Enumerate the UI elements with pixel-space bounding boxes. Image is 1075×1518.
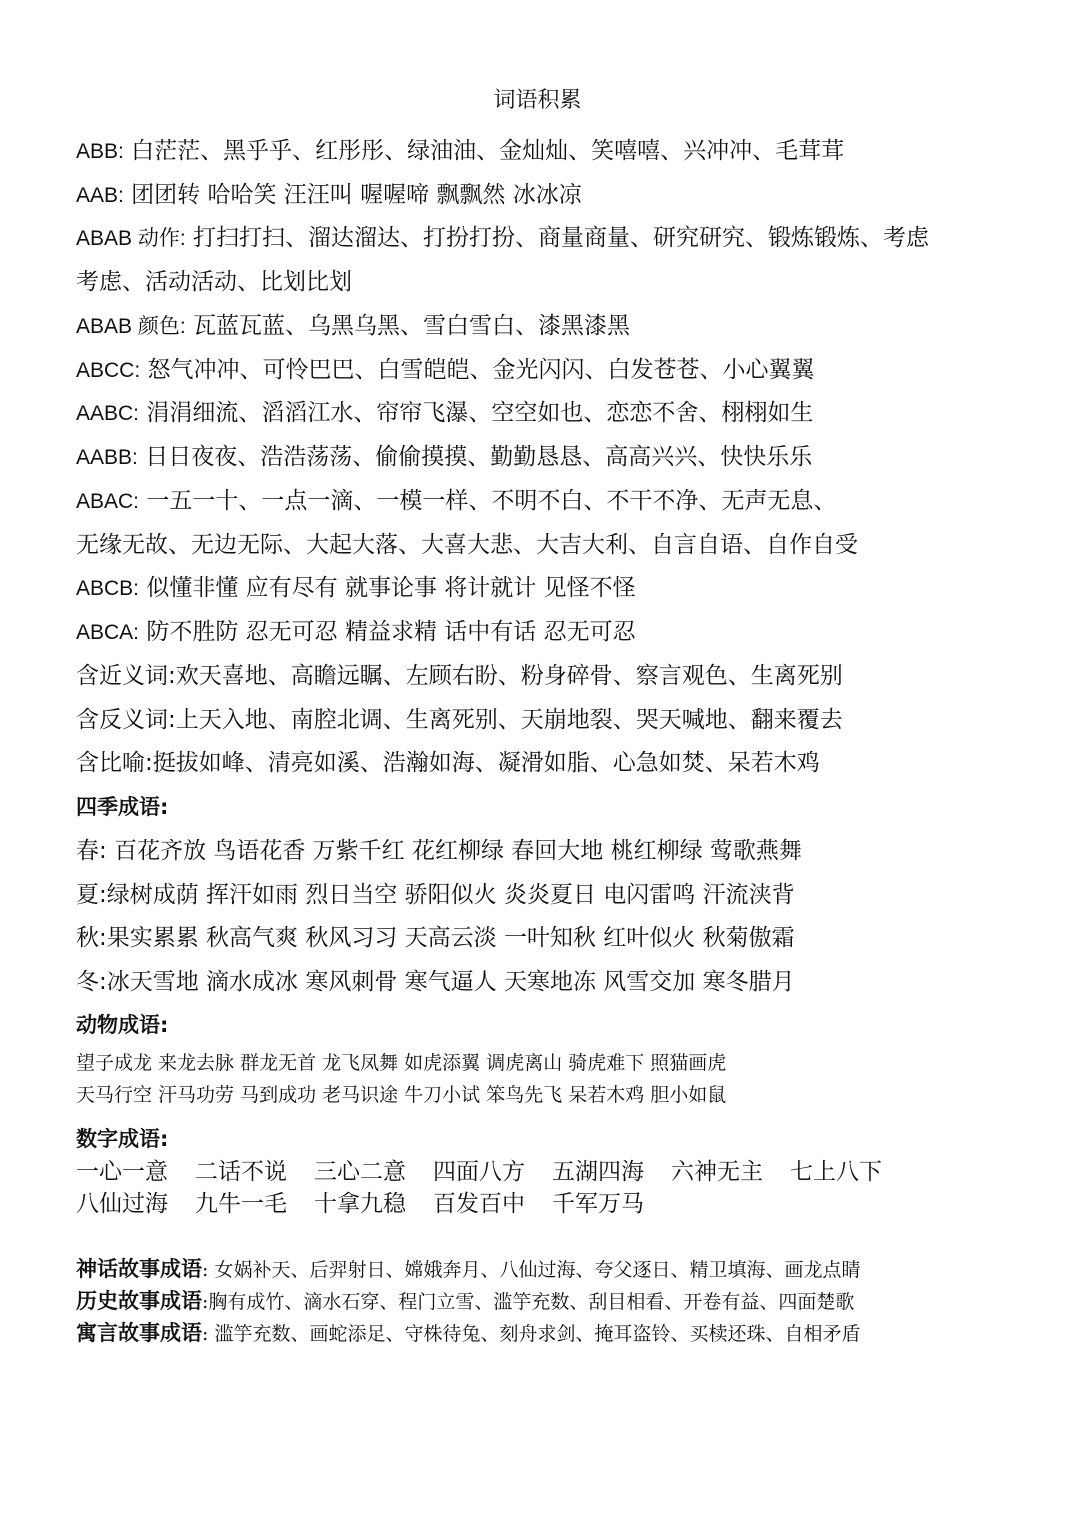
pattern-text: 瓦蓝瓦蓝、乌黑乌黑、雪白雪白、漆黑漆黑: [193, 313, 631, 339]
pattern-text: 无缘无故、无边无际、大起大落、大喜大悲、大吉大利、自言自语、自作自受: [76, 532, 858, 558]
story-label: 历史故事成语: [76, 1288, 202, 1313]
pattern-line-abab-action: [76, 223, 929, 254]
story-label: 寓言故事成语: [76, 1320, 202, 1345]
number-idiom: 九牛一毛: [195, 1191, 287, 1217]
story-sep: :: [202, 1291, 209, 1313]
story-text: 女娲补天、后羿射日、嫦娥奔月、八仙过海、夸父逐日、精卫填海、画龙点睛: [208, 1259, 861, 1281]
numbers-line: [76, 1189, 644, 1219]
season-label: 秋:: [76, 925, 107, 951]
number-idiom: 四面八方: [433, 1159, 525, 1185]
pattern-text: 团团转 哈哈笑 汪汪叫 喔喔啼 飘飘然 冰冰凉: [131, 182, 582, 208]
pattern-label: ABAB 动作:: [76, 227, 186, 250]
pattern-label: 含比喻:: [76, 750, 153, 776]
pattern-text: 欢天喜地、高瞻远瞩、左顾右盼、粉身碎骨、察言观色、生离死别: [175, 663, 843, 689]
season-row-spring: [76, 836, 802, 866]
season-label: 冬:: [76, 969, 107, 995]
pattern-text: 上天入地、南腔北调、生离死别、天崩地裂、哭天喊地、翻来覆去: [175, 707, 843, 733]
season-row-summer: [76, 880, 795, 910]
pattern-text: 似懂非懂 应有尽有 就事论事 将计就计 见怪不怪: [146, 575, 636, 601]
pattern-label: ABCC:: [76, 359, 141, 382]
animals-line: 天马行空 汗马功劳 马到成功 老马识途 牛刀小试 笨鸟先飞 呆若木鸡 胆小如鼠: [76, 1084, 727, 1106]
number-idiom: 百发百中: [433, 1191, 525, 1217]
pattern-line-abca: [76, 617, 636, 648]
pattern-line-aab: [76, 180, 582, 211]
story-label: 神话故事成语: [76, 1256, 202, 1281]
pattern-label: AAB:: [76, 184, 124, 207]
pattern-text: 挺拔如峰、清亮如溪、浩瀚如海、凝滑如脂、心急如焚、呆若木鸡: [152, 750, 820, 776]
pattern-label: AABB:: [76, 446, 138, 469]
story-text: 滥竽充数、画蛇添足、守株待兔、刻舟求剑、掩耳盗铃、买椟还珠、自相矛盾: [208, 1323, 861, 1345]
pattern-label: ABAB 颜色:: [76, 315, 186, 338]
story-text: 胸有成竹、滴水石穿、程门立雪、滥竽充数、刮目相看、开卷有益、四面楚歌: [208, 1291, 855, 1313]
story-sep: :: [202, 1323, 209, 1345]
seasons-heading: 四季成语:: [76, 795, 169, 819]
pattern-text: 怒气冲冲、可怜巴巴、白雪皑皑、金光闪闪、白发苍苍、小心翼翼: [147, 357, 815, 383]
story-sep: :: [202, 1259, 209, 1281]
number-idiom: 千军万马: [552, 1191, 644, 1217]
season-row-autumn: [76, 923, 795, 953]
pattern-line-abb: [76, 136, 844, 167]
number-idiom: 五湖四海: [552, 1159, 644, 1185]
pattern-line-synonym: [76, 661, 843, 691]
pattern-text: 日日夜夜、浩浩荡荡、偷偷摸摸、勤勤恳恳、高高兴兴、快快乐乐: [145, 444, 813, 470]
pattern-label: ABB:: [76, 140, 124, 163]
pattern-text: 一五一十、一点一滴、一模一样、不明不白、不干不净、无声无息、: [146, 488, 837, 514]
pattern-line-antonym: [76, 705, 843, 735]
animals-heading: 动物成语:: [76, 1013, 169, 1037]
number-idiom: 八仙过海: [76, 1191, 168, 1217]
number-idiom: 十拿九稳: [314, 1191, 406, 1217]
season-text: 百花齐放 鸟语花香 万紫千红 花红柳绿 春回大地 桃红柳绿 莺歌燕舞: [114, 838, 802, 864]
pattern-line-metaphor: [76, 748, 820, 778]
numbers-line: [76, 1157, 882, 1187]
number-idiom: 一心一意: [76, 1159, 168, 1185]
season-row-winter: [76, 967, 795, 997]
page-title: 词语积累: [493, 88, 582, 113]
pattern-label: 含反义词:: [76, 707, 176, 733]
pattern-text: 白茫茫、黑乎乎、红彤彤、绿油油、金灿灿、笑嘻嘻、兴冲冲、毛茸茸: [131, 138, 845, 164]
pattern-line-aabc: [76, 398, 813, 429]
pattern-label: ABCA:: [76, 621, 140, 644]
season-text: 果实累累 秋高气爽 秋风习习 天高云淡 一叶知秋 红叶似火 秋菊傲霜: [106, 925, 795, 951]
pattern-line-abac-cont: [76, 530, 858, 560]
pattern-text: 打扫打扫、溜达溜达、打扮打扮、商量商量、研究研究、锻炼锻炼、考虑: [193, 225, 930, 251]
pattern-label: AABC:: [76, 402, 140, 425]
pattern-line-abac: [76, 486, 836, 517]
story-row-history: [76, 1288, 854, 1315]
pattern-line-abcc: [76, 355, 815, 386]
pattern-line-abab-color: [76, 311, 630, 342]
number-idiom: 二话不说: [195, 1159, 287, 1185]
number-idiom: 六神无主: [671, 1159, 763, 1185]
pattern-text: 防不胜防 忍无可忍 精益求精 话中有话 忍无可忍: [146, 619, 636, 645]
pattern-line-abab-action-cont: [76, 267, 352, 297]
season-text: 冰天雪地 滴水成冰 寒风刺骨 寒气逼人 天寒地冻 风雪交加 寒冬腊月: [106, 969, 795, 995]
pattern-line-aabb: [76, 442, 812, 473]
pattern-label: 含近义词:: [76, 663, 176, 689]
number-idiom: 三心二意: [314, 1159, 406, 1185]
numbers-heading: 数字成语:: [76, 1127, 169, 1151]
pattern-line-abcb: [76, 573, 636, 604]
season-text: 绿树成荫 挥汗如雨 烈日当空 骄阳似火 炎炎夏日 电闪雷鸣 汗流浃背: [106, 882, 795, 908]
number-idiom: 七上八下: [790, 1159, 882, 1185]
pattern-label: ABCB:: [76, 577, 140, 600]
pattern-label: ABAC:: [76, 490, 140, 513]
pattern-text: 涓涓细流、滔滔江水、帘帘飞瀑、空空如也、恋恋不舍、栩栩如生: [146, 400, 814, 426]
animals-line: 望子成龙 来龙去脉 群龙无首 龙飞凤舞 如虎添翼 调虎离山 骑虎难下 照猫画虎: [76, 1052, 727, 1074]
season-label: 夏:: [76, 882, 107, 908]
pattern-text: 考虑、活动活动、比划比划: [76, 269, 352, 295]
story-row-myth: [76, 1256, 860, 1283]
story-row-fable: [76, 1320, 860, 1347]
season-label: 春:: [76, 838, 107, 864]
